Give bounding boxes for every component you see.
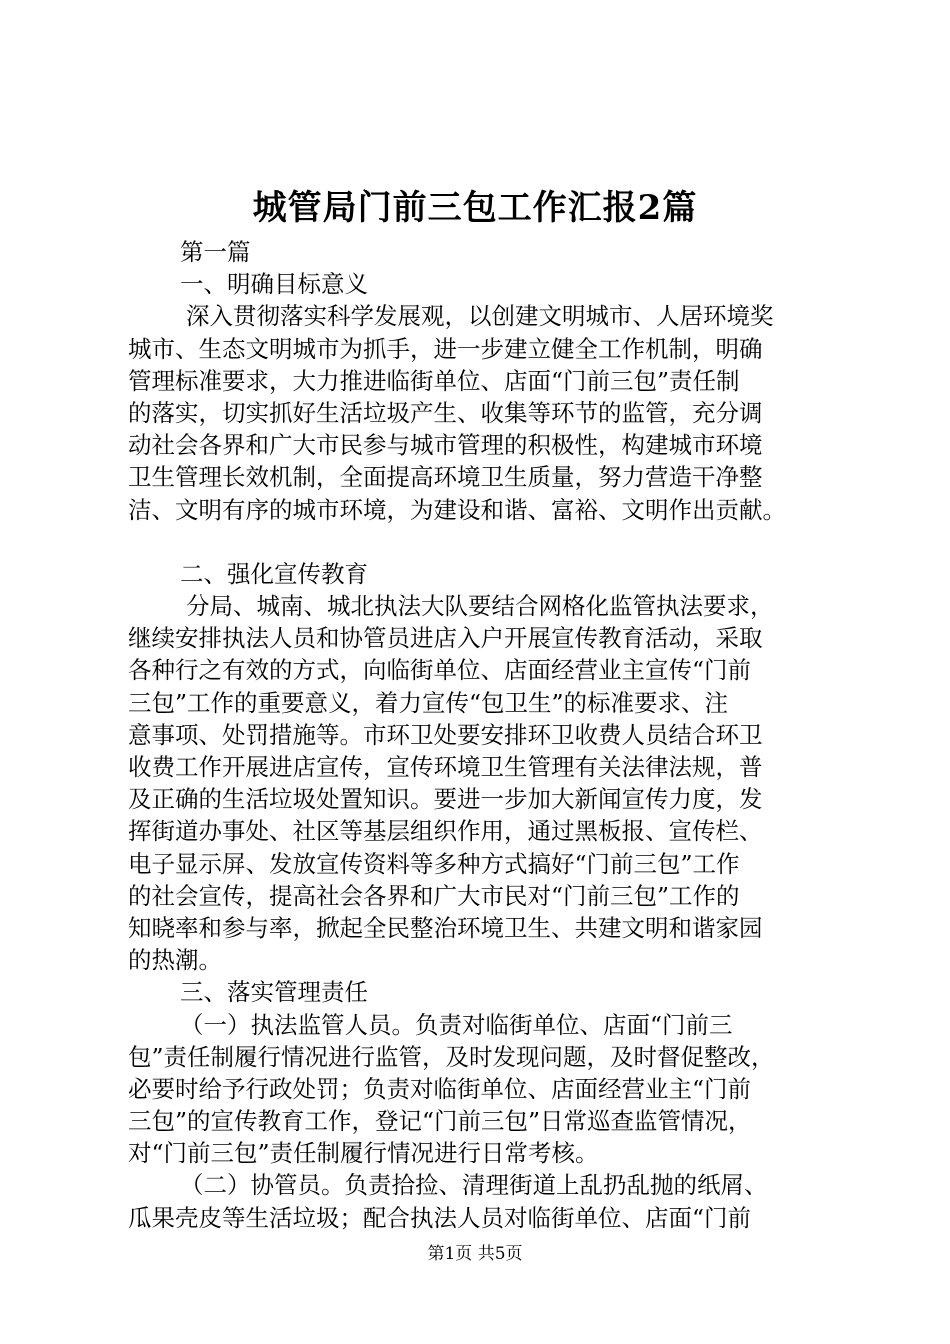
page-footer: 第1页 共5页 <box>427 1244 523 1264</box>
paragraph-line: 及正确的生活垃圾处置知识。要进一步加大新闻宣传力度，发 <box>128 785 763 814</box>
paragraph-line: 三包”工作的重要意义，着力宣传“包卫生”的标准要求、注 <box>128 688 729 717</box>
paragraph-line: （二）协管员。负责拾捡、清理街道上乱扔乱抛的纸屑、 <box>180 1171 768 1200</box>
paragraph-line: 必要时给予行政处罚；负责对临街单位、店面经营业主“门前 <box>128 1074 752 1103</box>
paragraph-line: 的热潮。 <box>128 946 222 975</box>
paragraph-line: 收费工作开展进店宣传，宣传环境卫生管理有关法律法规，普 <box>128 753 763 781</box>
paragraph-line: 深入贯彻落实科学发展观，以创建文明城市、人居环境奖 <box>186 302 774 331</box>
paragraph-line: 三包”的宣传教育工作，登记“门前三包”日常巡查监管情况， <box>128 1107 752 1136</box>
paragraph-line: 意事项、处罚措施等。市环卫处要安排环卫收费人员结合环卫 <box>128 720 763 749</box>
section-heading: 第一篇 <box>180 238 251 266</box>
paragraph-line: （一）执法监管人员。负责对临街单位、店面“门前三 <box>180 1010 733 1039</box>
paragraph-line: 动社会各界和广大市民参与城市管理的积极性，构建城市环境 <box>128 431 763 460</box>
section-heading: 三、落实管理责任 <box>180 978 368 1007</box>
paragraph-line: 知晓率和参与率，掀起全民整治环境卫生、共建文明和谐家园 <box>128 913 763 942</box>
paragraph-line: 洁、文明有序的城市环境，为建设和谐、富裕、文明作出贡献。 <box>128 495 786 524</box>
paragraph-line: 挥街道办事处、社区等基层组织作用，通过黑板报、宣传栏、 <box>128 817 763 846</box>
document-title: 城管局门前三包工作汇报2篇 <box>252 188 698 228</box>
paragraph-spacer <box>128 526 856 558</box>
paragraph-line: 对“门前三包”责任制履行情况进行日常考核。 <box>128 1139 599 1168</box>
paragraph-line: 瓜果壳皮等生活垃圾；配合执法人员对临街单位、店面“门前 <box>128 1203 752 1232</box>
document-body <box>128 236 856 1234</box>
paragraph-line: 各种行之有效的方式，向临街单位、店面经营业主宣传“门前 <box>128 656 752 685</box>
paragraph-line: 管理标准要求，大力推进临街单位、店面“门前三包”责任制 <box>128 366 740 395</box>
paragraph-line: 的社会宣传，提高社会各界和广大市民对“门前三包”工作的 <box>128 881 740 910</box>
paragraph-line: 电子显示屏、发放宣传资料等多种方式搞好“门前三包”工作 <box>128 849 740 878</box>
paragraph-line: 包”责任制履行情况进行监管，及时发现问题，及时督促整改， <box>128 1042 775 1071</box>
paragraph-line: 卫生管理长效机制，全面提高环境卫生质量，努力营造干净整 <box>128 463 763 492</box>
paragraph-line: 城市、生态文明城市为抓手，进一步建立健全工作机制，明确 <box>128 334 763 363</box>
section-heading: 一、明确目标意义 <box>180 270 368 299</box>
paragraph-line: 继续安排执法人员和协管员进店入户开展宣传教育活动，采取 <box>128 624 763 653</box>
paragraph-line: 分局、城南、城北执法大队要结合网格化监管执法要求， <box>186 592 774 621</box>
paragraph-line: 的落实，切实抓好生活垃圾产生、收集等环节的监管，充分调 <box>128 398 763 427</box>
section-heading: 二、强化宣传教育 <box>180 559 368 588</box>
